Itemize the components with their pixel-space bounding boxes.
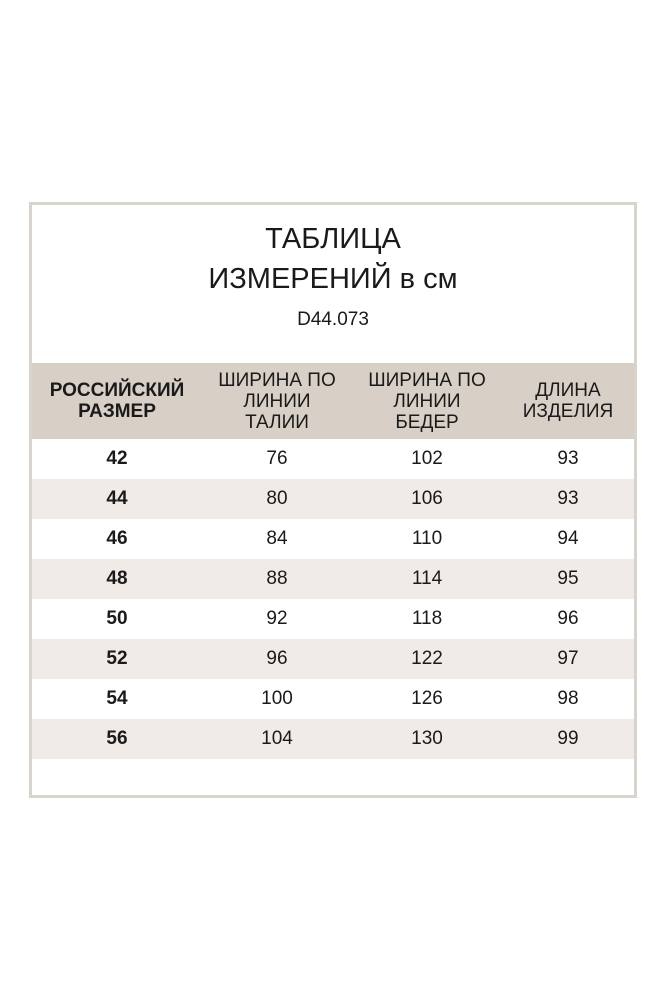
header-waist-line: ЛИНИИ xyxy=(243,390,311,412)
cell-waist: 76 xyxy=(266,448,288,469)
cell-size: 56 xyxy=(106,728,128,749)
cell-hips: 106 xyxy=(411,488,443,509)
table-row xyxy=(32,639,634,679)
header-waist xyxy=(202,363,352,439)
cell-hips: 102 xyxy=(411,448,443,469)
cell-waist: 84 xyxy=(266,528,288,549)
table-row xyxy=(32,479,634,519)
cell-length: 98 xyxy=(557,688,579,709)
table-row xyxy=(32,439,634,479)
cell-waist: 92 xyxy=(266,608,288,629)
header-size-line: РОССИЙСКИЙ xyxy=(49,380,185,401)
article-code: D44.073 xyxy=(297,309,369,330)
cell-size: 50 xyxy=(106,608,128,629)
header-hips-line: ШИРИНА ПО xyxy=(368,369,486,391)
cell-length: 93 xyxy=(557,448,579,469)
cell-waist: 80 xyxy=(266,488,288,509)
cell-hips: 114 xyxy=(411,568,443,589)
cell-hips: 122 xyxy=(411,648,443,669)
header-size xyxy=(32,363,202,439)
cell-waist: 88 xyxy=(266,568,288,589)
header-hips-line: БЕДЕР xyxy=(395,411,459,433)
cell-waist: 96 xyxy=(266,648,288,669)
header-length-line: ДЛИНА xyxy=(535,380,601,401)
cell-waist: 104 xyxy=(261,728,293,749)
cell-length: 93 xyxy=(557,488,579,509)
table-row xyxy=(32,719,634,759)
cell-size: 44 xyxy=(106,488,128,509)
cell-hips: 126 xyxy=(411,688,443,709)
header-hips xyxy=(352,363,502,439)
cell-length: 94 xyxy=(557,528,579,549)
header-waist-line: ШИРИНА ПО xyxy=(218,369,336,391)
header-waist-line: ТАЛИИ xyxy=(245,411,309,433)
table-row xyxy=(32,679,634,719)
cell-hips: 130 xyxy=(411,728,443,749)
cell-size: 48 xyxy=(106,568,128,589)
cell-size: 52 xyxy=(106,648,128,669)
header-length-line: ИЗДЕЛИЯ xyxy=(522,401,614,422)
header-hips-line: ЛИНИИ xyxy=(393,390,461,412)
chart-title-line1: ТАБЛИЦА xyxy=(265,223,401,255)
header-size-line: РАЗМЕР xyxy=(78,401,156,422)
cell-length: 95 xyxy=(557,568,579,589)
table-header xyxy=(32,363,634,439)
cell-hips: 110 xyxy=(411,528,443,549)
table-row xyxy=(32,599,634,639)
cell-size: 46 xyxy=(106,528,128,549)
header-length xyxy=(502,363,634,439)
size-chart-frame xyxy=(29,202,637,798)
cell-length: 96 xyxy=(557,608,579,629)
cell-waist: 100 xyxy=(261,688,293,709)
cell-hips: 118 xyxy=(411,608,443,629)
cell-length: 99 xyxy=(557,728,579,749)
cell-size: 54 xyxy=(106,688,128,709)
cell-size: 42 xyxy=(106,448,128,469)
table-row xyxy=(32,559,634,599)
table-row xyxy=(32,519,634,559)
chart-title-line2: ИЗМЕРЕНИЙ в см xyxy=(208,263,458,295)
cell-length: 97 xyxy=(557,648,579,669)
